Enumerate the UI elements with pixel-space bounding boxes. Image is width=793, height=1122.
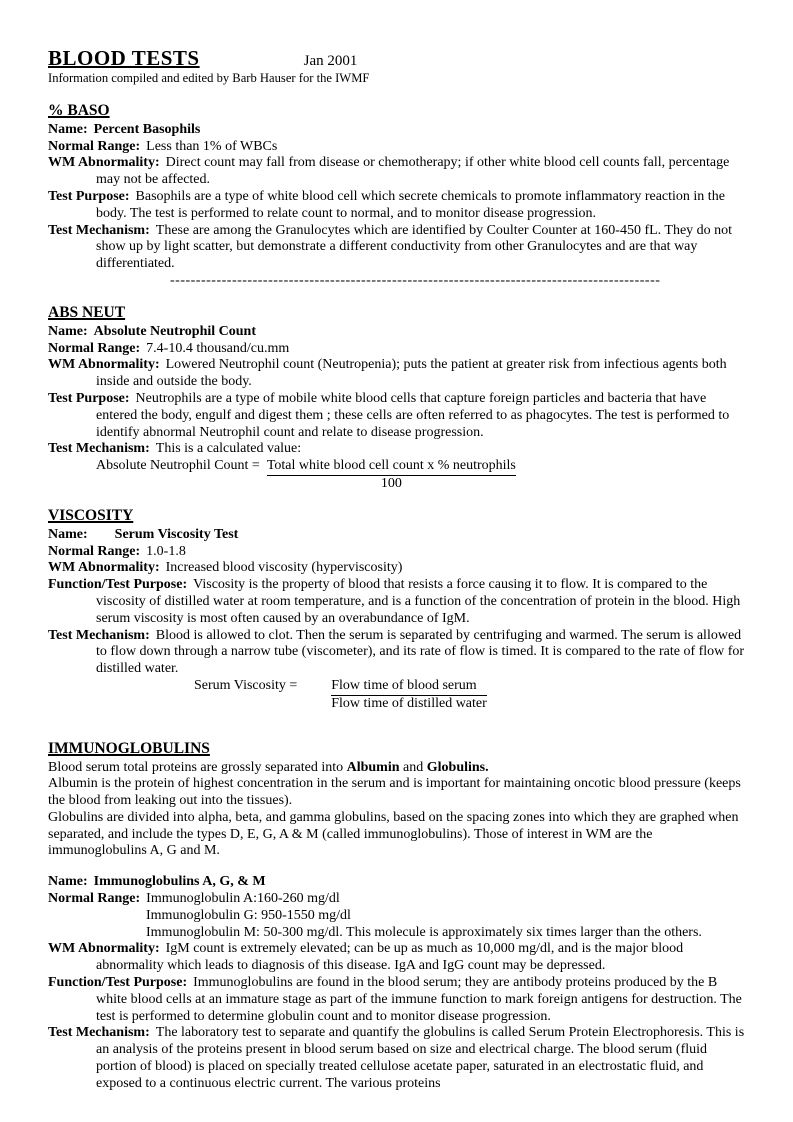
baso-wm-abnormality [48,155,748,189]
section-immunoglobulins [48,740,748,1093]
viscosity-function-test-purpose [48,577,748,627]
section-heading-viscosity: VISCOSITY [48,506,134,524]
viscosity-mechanism-label: Test Mechanism: [48,627,150,643]
document-title: BLOOD TESTS [48,46,200,70]
section-heading-baso: % BASO [48,101,110,119]
viscosity-wm-abnormality [48,560,748,577]
baso-range-label: Normal Range: [48,138,141,154]
immuno-intro-1-pre: Blood serum total proteins are grossly separated into [48,759,347,775]
baso-test-mechanism [48,223,748,273]
abs-neut-formula-fraction [267,458,516,493]
viscosity-purpose-value: Viscosity is the property of blood that resists a force causing it to flow. It is compared to the viscosity of distilled water at room temperature, and is a function of the concentration of protein in the blood. High serum viscosity is most often caused by an overabundance of IgM. [96,577,741,626]
viscosity-formula-numerator: Flow time of blood serum [331,678,487,696]
immuno-intro-1 [48,760,748,777]
viscosity-formula-denominator: Flow time of distilled water [331,695,487,711]
baso-mechanism-label: Test Mechanism: [48,222,150,238]
baso-mechanism-value: These are among the Granulocytes which are identified by Coulter Counter at 160-450 fL. They do not show up by light scatter, but demonstrate a different conductivity from other Granulocytes and are that way differentiated. [96,222,733,272]
viscosity-abnormality-label: WM Abnormality: [48,560,160,576]
abs-neut-name [48,324,748,341]
abs-neut-purpose-label: Test Purpose: [48,390,130,406]
immuno-range-label: Normal Range: [48,891,141,907]
immuno-normal-range [48,891,748,941]
immuno-range-line-3: Immunoglobulin M: 50-300 mg/dl. This molecule is approximately six times larger than the others. [146,924,702,940]
baso-abnormality-value: Direct count may fall from disease or chemotherapy; if other white blood cell counts fall, percentage may not be affected. [96,155,730,188]
immuno-wm-abnormality [48,941,748,975]
abs-neut-range-label: Normal Range: [48,340,141,356]
document-date: Jan 2001 [303,53,358,69]
immuno-test-mechanism [48,1025,748,1092]
abs-neut-test-mechanism [48,441,748,458]
viscosity-name [48,527,748,544]
baso-purpose-value: Basophils are a type of white blood cell which secrete chemicals to promote inflammatory reaction in the body. The test is performed to relate count to normal, and to monitor disease progression. [96,188,725,221]
viscosity-name-value: Serum Viscosity Test [114,526,239,542]
immuno-purpose-value: Immunoglobulins are found in the blood serum; they are antibody proteins produced by the B white blood cells at an immature stage as part of the immune function to mark foreign antigens for destruction. The test is performed to determine globulin count and to monitor disease progression. [96,975,742,1024]
dashed-separator: ----------------------------------------------------------------------------------------------- [170,272,661,288]
immuno-mechanism-label: Test Mechanism: [48,1025,150,1041]
immuno-intro-2: Albumin is the protein of highest concentration in the serum and is important for maintaining oncotic blood pressure (keeps the blood from leaking out into the tissues). [48,776,741,809]
abs-neut-formula-denominator: 100 [380,475,402,491]
immuno-name-value: Immunoglobulins A, G, & M [93,874,266,890]
abs-neut-name-label: Name: [48,323,88,339]
viscosity-range-label: Normal Range: [48,543,141,559]
immuno-intro-3: Globulins are divided into alpha, beta, and gamma globulins, based on the spacing zones into which they are graphed when separated, and include the types D, E, G, A & M (called immunoglobulins). Those of interest in WM are the immunoglobulins A, G and M. [48,809,739,859]
abs-neut-mechanism-label: Test Mechanism: [48,441,150,457]
baso-name-value: Percent Basophils [93,121,201,137]
viscosity-formula [194,678,748,713]
viscosity-formula-fraction [331,678,487,713]
viscosity-test-mechanism [48,628,748,678]
abs-neut-abnormality-value: Lowered Neutrophil count (Neutropenia); puts the patient at greater risk from infectious agents both inside and outside the body. [96,357,727,390]
section-baso [48,102,748,290]
immuno-intro-1-mid: and [399,759,427,775]
immuno-range-line-2: Immunoglobulin G: 950-1550 mg/dl [146,907,351,923]
viscosity-formula-lhs: Serum Viscosity = [194,677,298,693]
baso-name-label: Name: [48,121,88,137]
baso-abnormality-label: WM Abnormality: [48,155,160,171]
immuno-intro-1-globulins: Globulins. [426,759,489,775]
abs-neut-formula [96,458,748,493]
abs-neut-range-value: 7.4-10.4 thousand/cu.mm [146,340,290,356]
viscosity-range-value: 1.0-1.8 [146,543,186,559]
viscosity-purpose-label: Function/Test Purpose: [48,577,188,593]
section-heading-immunoglobulins: IMMUNOGLOBULINS [48,739,210,757]
baso-name [48,122,748,139]
abs-neut-name-value: Absolute Neutrophil Count [93,323,256,339]
abs-neut-normal-range [48,341,748,358]
viscosity-name-label: Name: [48,526,88,542]
credit-line: Information compiled and edited by Barb Hauser for the IWMF [48,70,370,85]
baso-purpose-label: Test Purpose: [48,188,130,204]
abs-neut-formula-numerator: Total white blood cell count x % neutrophils [267,458,516,476]
immuno-abnormality-value: IgM count is extremely elevated; can be up as much as 10,000 mg/dl, and is the major blood abnormality which leads to diagnosis of this disease. IgA and IgG count may be depressed. [96,941,684,974]
abs-neut-wm-abnormality [48,357,748,391]
abs-neut-formula-lhs: Absolute Neutrophil Count = [96,458,260,474]
baso-range-value: Less than 1% of WBCs [146,138,278,154]
immuno-name-label: Name: [48,874,88,890]
baso-normal-range [48,139,748,156]
abs-neut-test-purpose [48,391,748,441]
immuno-function-test-purpose [48,975,748,1025]
viscosity-normal-range [48,544,748,561]
abs-neut-mechanism-value: This is a calculated value: [155,441,302,457]
section-abs-neut [48,304,748,493]
immuno-name [48,874,748,891]
baso-test-purpose [48,189,748,223]
section-heading-abs-neut: ABS NEUT [48,303,126,321]
immuno-mechanism-value: The laboratory test to separate and quantify the globulins is called Serum Protein Electrophoresis. This is an analysis of the proteins present in blood serum based on size and electrical charge. The blood serum (fluid portion of blood) is placed on specially treated cellulose acetate paper, saturated in an electrostatic fluid, and exposed to a continuous electric current. The various proteins [96,1025,745,1091]
abs-neut-abnormality-label: WM Abnormality: [48,357,160,373]
immuno-purpose-label: Function/Test Purpose: [48,975,188,991]
immuno-abnormality-label: WM Abnormality: [48,941,160,957]
document-header [48,46,748,70]
section-viscosity [48,507,748,713]
viscosity-abnormality-value: Increased blood viscosity (hyperviscosity) [165,560,403,576]
viscosity-mechanism-value: Blood is allowed to clot. Then the serum is separated by centrifuging and warmed. The serum is allowed to flow down through a narrow tube (viscometer), and its rate of flow is timed. It is compared to the rate of flow for distilled water. [96,627,745,677]
abs-neut-purpose-value: Neutrophils are a type of mobile white blood cells that capture foreign particles and bacteria that have entered the body, engulf and digest them ; these cells are often referred to as phagocytes. The test is performed to identify abnormal Neutrophil count and relate to disease progression. [96,390,730,440]
immuno-intro-1-albumin: Albumin [346,759,400,775]
immuno-range-line-1: Immunoglobulin A:160-260 mg/dl [146,891,340,907]
